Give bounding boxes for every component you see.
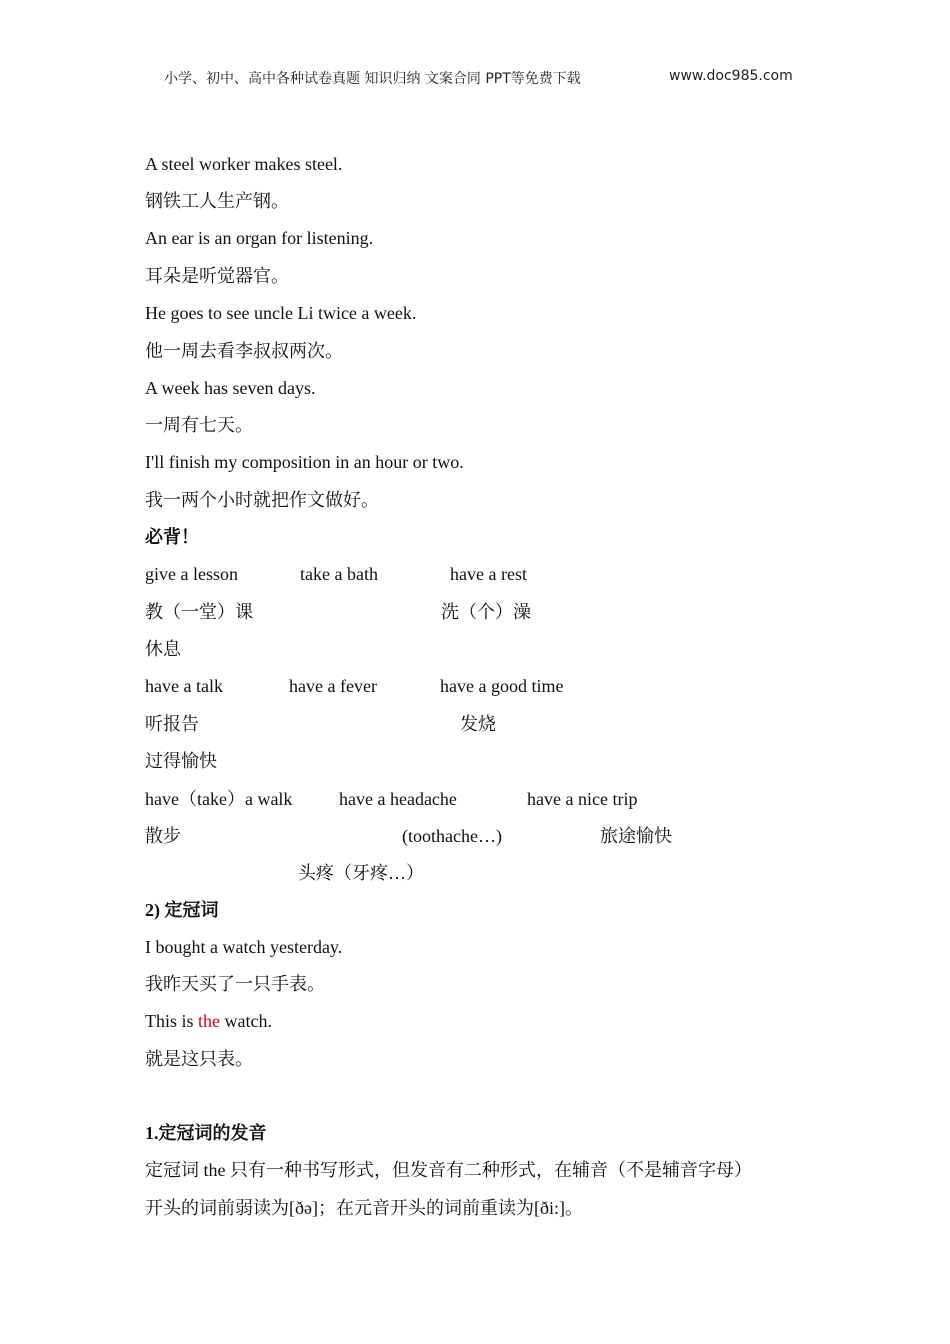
phrase-translation: 听报告 — [145, 714, 199, 734]
sentence-cn: 就是这只表。 — [145, 1049, 253, 1069]
section-heading: 1.定冠词的发音 — [145, 1123, 267, 1143]
sentence-en: An ear is an organ for listening. — [145, 228, 374, 248]
sentence-cn: 一周有七天。 — [145, 415, 253, 435]
phrase-translation-row — [0, 825, 950, 847]
phrase-item: have a good time — [440, 676, 564, 696]
sentence-en: He goes to see uncle Li twice a week. — [145, 303, 417, 323]
sentence-cn: 他一周去看李叔叔两次。 — [145, 341, 343, 361]
phrase-item: have a rest — [450, 564, 527, 584]
header-promo-text: 小学、初中、高中各种试卷真题 知识归纳 文案合同 PPT等免费下载 — [164, 71, 581, 87]
phrase-translation: 休息 — [145, 639, 181, 659]
sentence-en: A steel worker makes steel. — [145, 154, 343, 174]
phrase-item: give a lesson — [145, 564, 238, 584]
sentence-suffix: watch. — [220, 1011, 272, 1031]
sentence-en — [145, 1010, 272, 1032]
must-recite-heading: 必背！ — [145, 527, 199, 547]
page-header — [0, 68, 950, 90]
phrase-item: have a headache — [339, 789, 457, 809]
phrase-translation: 过得愉快 — [145, 751, 217, 771]
paragraph-line: 定冠词 the 只有一种书写形式，但发音有二种形式，在辅音（不是辅音字母） — [145, 1160, 752, 1180]
header-site-link[interactable]: www.doc985.com — [669, 68, 793, 84]
phrase-translation-row — [0, 601, 950, 623]
paragraph-line: 开头的词前弱读为[ðə]；在元音开头的词前重读为[ði:]。 — [145, 1198, 583, 1218]
phrase-translation-row — [0, 713, 950, 735]
phrase-translation: 教（一堂）课 — [145, 602, 253, 622]
phrase-translation: 散步 — [145, 826, 181, 846]
phrase-item: have a nice trip — [527, 789, 638, 809]
highlighted-article: the — [198, 1011, 221, 1031]
sentence-cn: 耳朵是听觉器官。 — [145, 266, 289, 286]
phrase-translation: 旅途愉快 — [600, 826, 672, 846]
sentence-en: I bought a watch yesterday. — [145, 937, 343, 957]
phrase-item: have（take）a walk — [145, 789, 293, 809]
phrase-translation: (toothache…) — [402, 826, 502, 846]
sentence-prefix: This is — [145, 1011, 199, 1031]
phrase-item: have a fever — [289, 676, 377, 696]
sentence-en: A week has seven days. — [145, 378, 316, 398]
phrase-row — [0, 675, 950, 697]
phrase-item: take a bath — [300, 564, 378, 584]
section-heading: 2) 定冠词 — [145, 900, 219, 920]
phrase-translation: 头疼（牙疼…） — [298, 863, 424, 883]
sentence-cn: 钢铁工人生产钢。 — [145, 191, 289, 211]
sentence-cn: 我昨天买了一只手表。 — [145, 974, 325, 994]
sentence-en: I'll finish my composition in an hour or two. — [145, 452, 464, 472]
phrase-translation: 洗（个）澡 — [441, 602, 531, 622]
phrase-translation: 发烧 — [460, 714, 496, 734]
phrase-item: have a talk — [145, 676, 223, 696]
phrase-row — [0, 788, 950, 810]
phrase-row — [0, 563, 950, 585]
sentence-cn: 我一两个小时就把作文做好。 — [145, 490, 379, 510]
